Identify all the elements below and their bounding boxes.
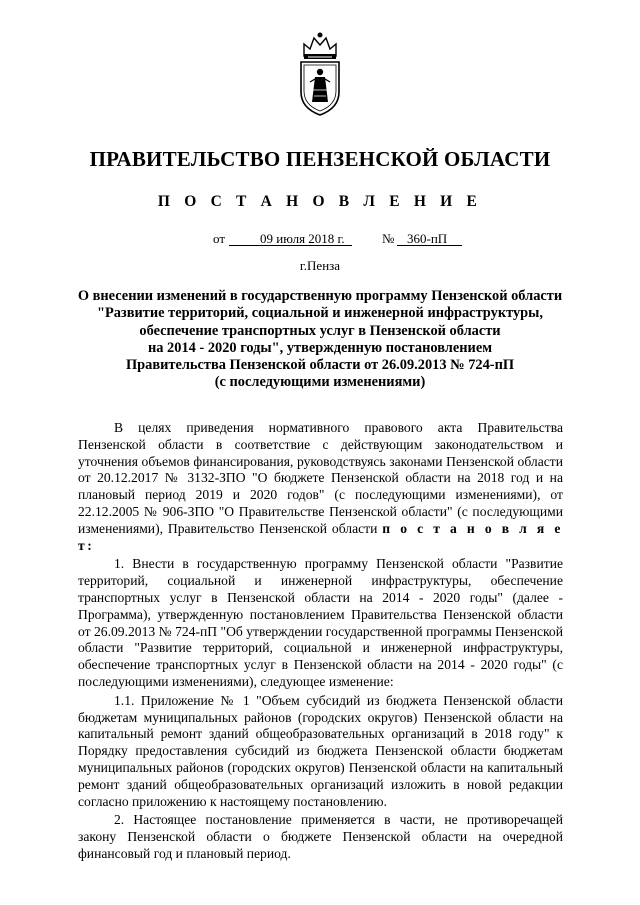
paragraph-item-1-1: 1.1. Приложение № 1 "Объем субсидий из бюджета Пензенской области бюджетам муниципальных районов (городских округов) Пензенской области на капитальный ремонт зданий общеобразовательных организаций в 2018 году" к Порядку предоставления субсидий из бюджета Пензенской области бюджетам муниципальных районов (городских округов) Пензенской области на капитальный ремонт зданий общеобразовательных организаций изложить в новой редакции согласно приложению к настоящему постановлению. bbox=[78, 692, 563, 809]
document-body bbox=[78, 420, 563, 865]
preamble-text: В целях приведения нормативного правового акта Правительства Пензенской области в соответствие с действующим законодательством и уточнения объемов финансирования, руководствуясь законами Пензенской области от 20.12.2017 № 3132-ЗПО "О бюджете Пензенской области на 2018 год и на плановый период 2019 и 2020 годов" (с последующими изменениями), от 22.12.2005 № 906-ЗПО "О Правительстве Пензенской области" (с последующими изменениями), Правительство Пензенской области bbox=[78, 420, 563, 536]
subject-heading bbox=[70, 288, 570, 392]
city: г.Пенза bbox=[299, 258, 341, 273]
paragraph-item-1: 1. Внести в государственную программу Пензенской области "Развитие территорий, социальной и инженерной инфраструктуры, обеспечение транспортных услуг в Пензенской области на 2014 - 2020 годы" (далее - Программа), утвержденную постановлением Правительства Пензенской области от 26.09.2013 № 724-пП "Об утверждении государственной программы Пензенской области "Развитие территорий, социальной и инженерной инфраструктуры, обеспечение транспортных услуг в Пензенской области на 2014 - 2020 годы" (с последующими изменениями), следующее изменение: bbox=[78, 556, 563, 689]
subject-line: (с последующими изменениями) bbox=[214, 374, 426, 391]
resolves-word: п о с т а н о в л я е т: bbox=[78, 520, 563, 553]
subject-line: О внесении изменений в государственную программу Пензенской области bbox=[77, 288, 563, 304]
subject-line: Правительства Пензенской области от 26.09.2013 № 724-пП bbox=[125, 357, 515, 374]
government-title: ПРАВИТЕЛЬСТВО ПЕНЗЕНСКОЙ ОБЛАСТИ bbox=[89, 147, 551, 171]
document-date: 09 июля 2018 г. bbox=[260, 231, 345, 246]
subject-line: "Развитие территорий, социальной и инженерной инфраструктуры, bbox=[96, 305, 544, 322]
subject-line: на 2014 - 2020 годы", утвержденную постановлением bbox=[147, 339, 493, 356]
paragraph-item-2: 2. Настоящее постановление применяется в части, не противоречащей закону Пензенской области о бюджете Пензенской области на очередной финансовый год и плановый период. bbox=[78, 812, 563, 861]
penza-coat-of-arms-icon bbox=[295, 30, 345, 118]
document-number: 360-пП bbox=[407, 231, 448, 246]
date-number-row bbox=[0, 231, 640, 251]
document-type: П О С Т А Н О В Л Е Н И Е bbox=[157, 193, 483, 210]
paragraph-preamble bbox=[78, 420, 563, 554]
date-prefix: от bbox=[213, 231, 226, 246]
subject-line: обеспечение транспортных услуг в Пензенской области bbox=[139, 322, 501, 339]
number-prefix: № bbox=[382, 231, 395, 246]
